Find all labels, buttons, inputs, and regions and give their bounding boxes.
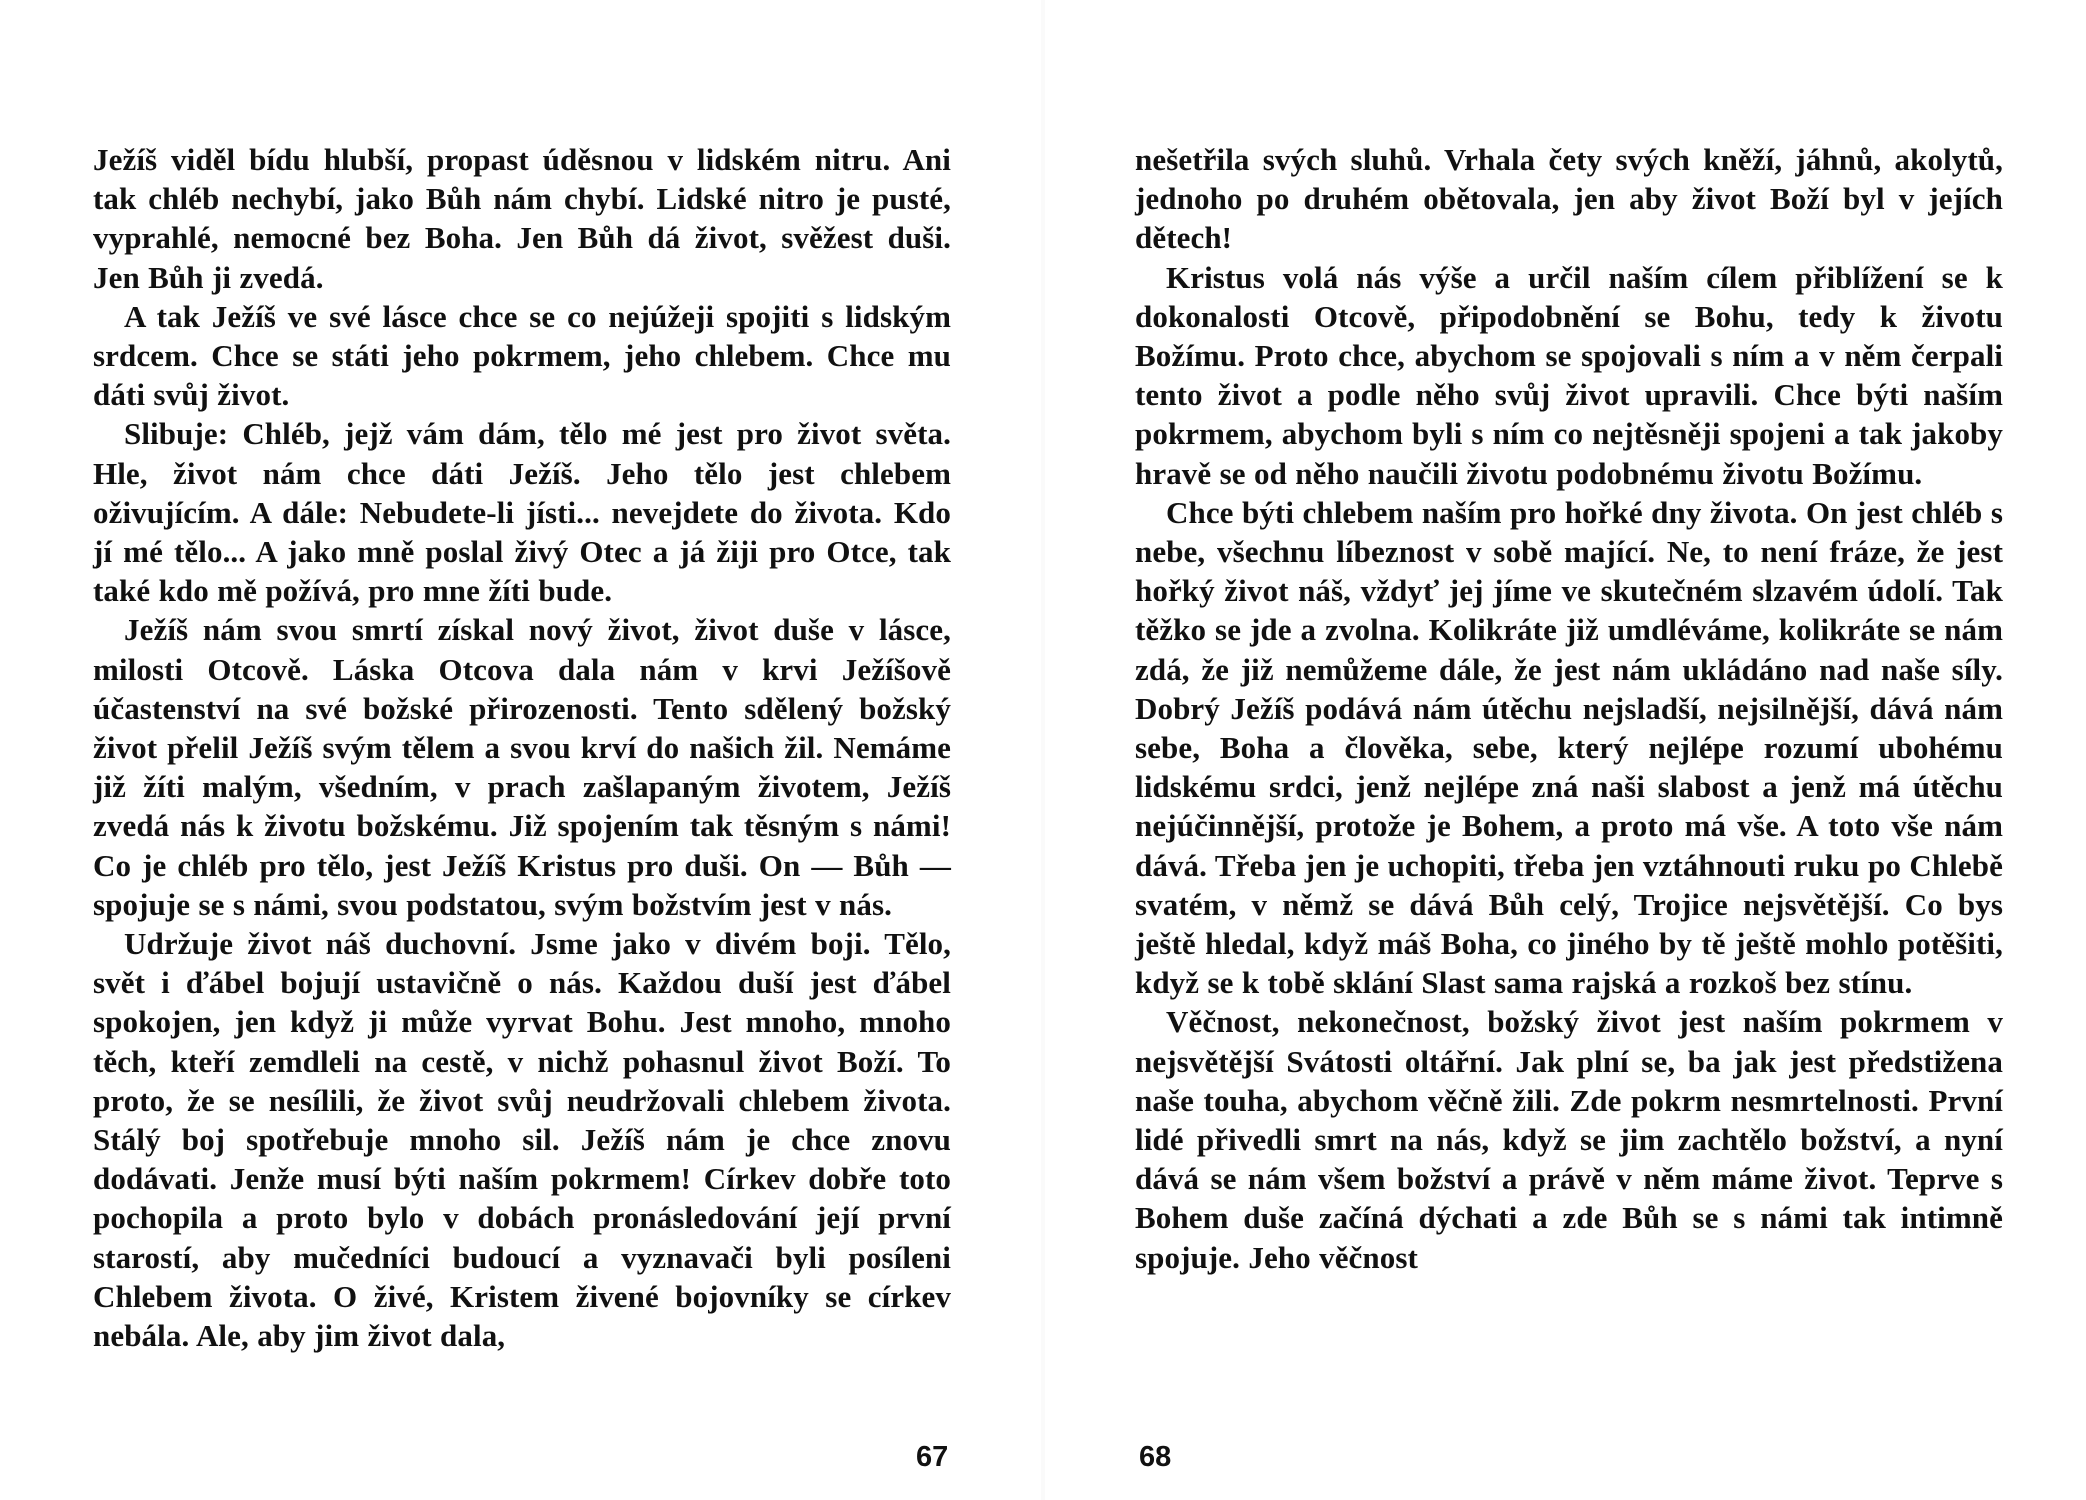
paragraph-1: Ježíš viděl bídu hlubší, propast úděsnou v lidském nitru. Ani tak chléb nechybí, jako Bůh nám chybí. Lidské nitro je pusté, vyprahlé, nemocné bez Boha. Jen Bůh dá život, svěžest duši. Jen Bůh ji zvedá. <box>93 142 951 295</box>
page-number: 68 <box>1139 1441 1172 1473</box>
paragraph-continued: nešetřila svých sluhů. Vrhala čety svých kněží, jáhnů, akolytů, jednoho po druhém obětovala, jen aby život Boží byl v jejích dětech! <box>1135 142 2003 256</box>
paragraph-6: Kristus volá nás výše a určil naším cílem přiblížení se k dokonalosti Otcově, připodobnění se Bohu, tedy k životu Božímu. Proto chce, abychom se spojovali s ním a v něm čerpali tento život a podle něho svůj život upravili. Chce býti naším pokrmem, abychom byli s ním co nejtěsněji spojeni a tak jakoby hravě se od něho naučili životu podobnému životu Božímu. <box>1135 259 2003 491</box>
paragraph-5: Udržuje život náš duchovní. Jsme jako v divém boji. Tělo, svět i ďábel bojují ustavičně o nás. Každou duší jest ďábel spokojen, jen když ji může vyrvat Bohu. Jest mnoho, mnoho těch, kteří zemdleli na cestě, v nichž pohasnul život Boží. To proto, že se nesílili, že život svůj neudržovali chlebem života. Stálý boj spotřebuje mnoho sil. Ježíš nám je chce znovu dodávati. Jenže musí býti naším pokrmem! Církev dobře toto pochopila a proto bylo v dobách pronásledování její první starostí, aby mučedníci budoucí a vyznavači byli posíleni Chlebem života. O živé, Kristem živené bojovníky se církev nebála. Ale, aby jim život dala, <box>93 926 951 1354</box>
right-text-column <box>1135 140 2003 1277</box>
left-text-column <box>93 140 951 1355</box>
paragraph-2: A tak Ježíš ve své lásce chce se co nejúžeji spojiti s lidským srdcem. Chce se státi jeho pokrmem, jeho chlebem. Chce mu dáti svůj život. <box>93 298 951 413</box>
paragraph-3: Slibuje: Chléb, jejž vám dám, tělo mé jest pro život světa. Hle, život nám chce dáti Ježíš. Jeho tělo jest chlebem oživujícím. A dále: Nebudete-li jísti... nevejdete do života. Kdo jí mé tělo... A jako mně poslal živý Otec a já žiji pro Otce, tak také kdo mě požívá, pro mne žíti bude. <box>93 416 951 609</box>
right-page <box>1043 0 2086 1500</box>
paragraph-7: Chce býti chlebem naším pro hořké dny života. On jest chléb s nebe, všechnu líbeznost v sobě mající. Ne, to není fráze, že jest hořký život náš, vždyť jej jíme ve skutečném slzavém údolí. Tak těžko se jde a zvolna. Kolikráte již umdléváme, kolikráte se nám zdá, že již nemůžeme dále, že jest nám ukládáno nad naše síly. Dobrý Ježíš podává nám útěchu nejsladší, nejsilnější, dává nám sebe, Boha a člověka, sebe, který nejlépe rozumí ubohému lidskému srdci, jenž nejlépe zná naši slabost a jenž má útěchu nejúčinnější, protože je Bohem, a proto má vše. A toto vše nám dává. Třeba jen je uchopiti, třeba jen vztáhnouti ruku po Chlebě svatém, v němž se dává Bůh celý, Trojice nejsvětější. Co bys ještě hledal, když máš Boha, co jiného by tě ještě mohlo potěšiti, když se k tobě sklání Slast sama rajská a rozkoš bez stínu. <box>1135 494 2003 1001</box>
paragraph-8: Věčnost, nekonečnost, božský život jest naším pokrmem v nejsvětější Svátosti oltářní. Jak plní se, ba jak jest předstižena naše touha, abychom věčně žili. Zde pokrm nesmrtelnosti. První lidé přivedli smrt na nás, když se jim zachtělo božství, a nyní dává se nám všem božství a právě v něm máme život. Teprve s Bohem duše začíná dýchati a zde Bůh se s námi tak intimně spojuje. Jeho věčnost <box>1135 1004 2003 1275</box>
page-number: 67 <box>916 1441 949 1473</box>
paragraph-4: Ježíš nám svou smrtí získal nový život, život duše v lásce, milosti Otcově. Láska Otcova dala nám v krvi Ježíšově účastenství na své božské přirozenosti. Tento sdělený božský život přelil Ježíš svým tělem a svou krví do našich žil. Nemáme již žíti malým, všedním, v prach zašlapaným životem, Ježíš zvedá nás k životu božskému. Již spojením tak těsným s námi! Co je chléb pro tělo, jest Ježíš Kristus pro duši. On — Bůh — spojuje se s námi, svou podstatou, svým božstvím jest v nás. <box>93 612 951 922</box>
